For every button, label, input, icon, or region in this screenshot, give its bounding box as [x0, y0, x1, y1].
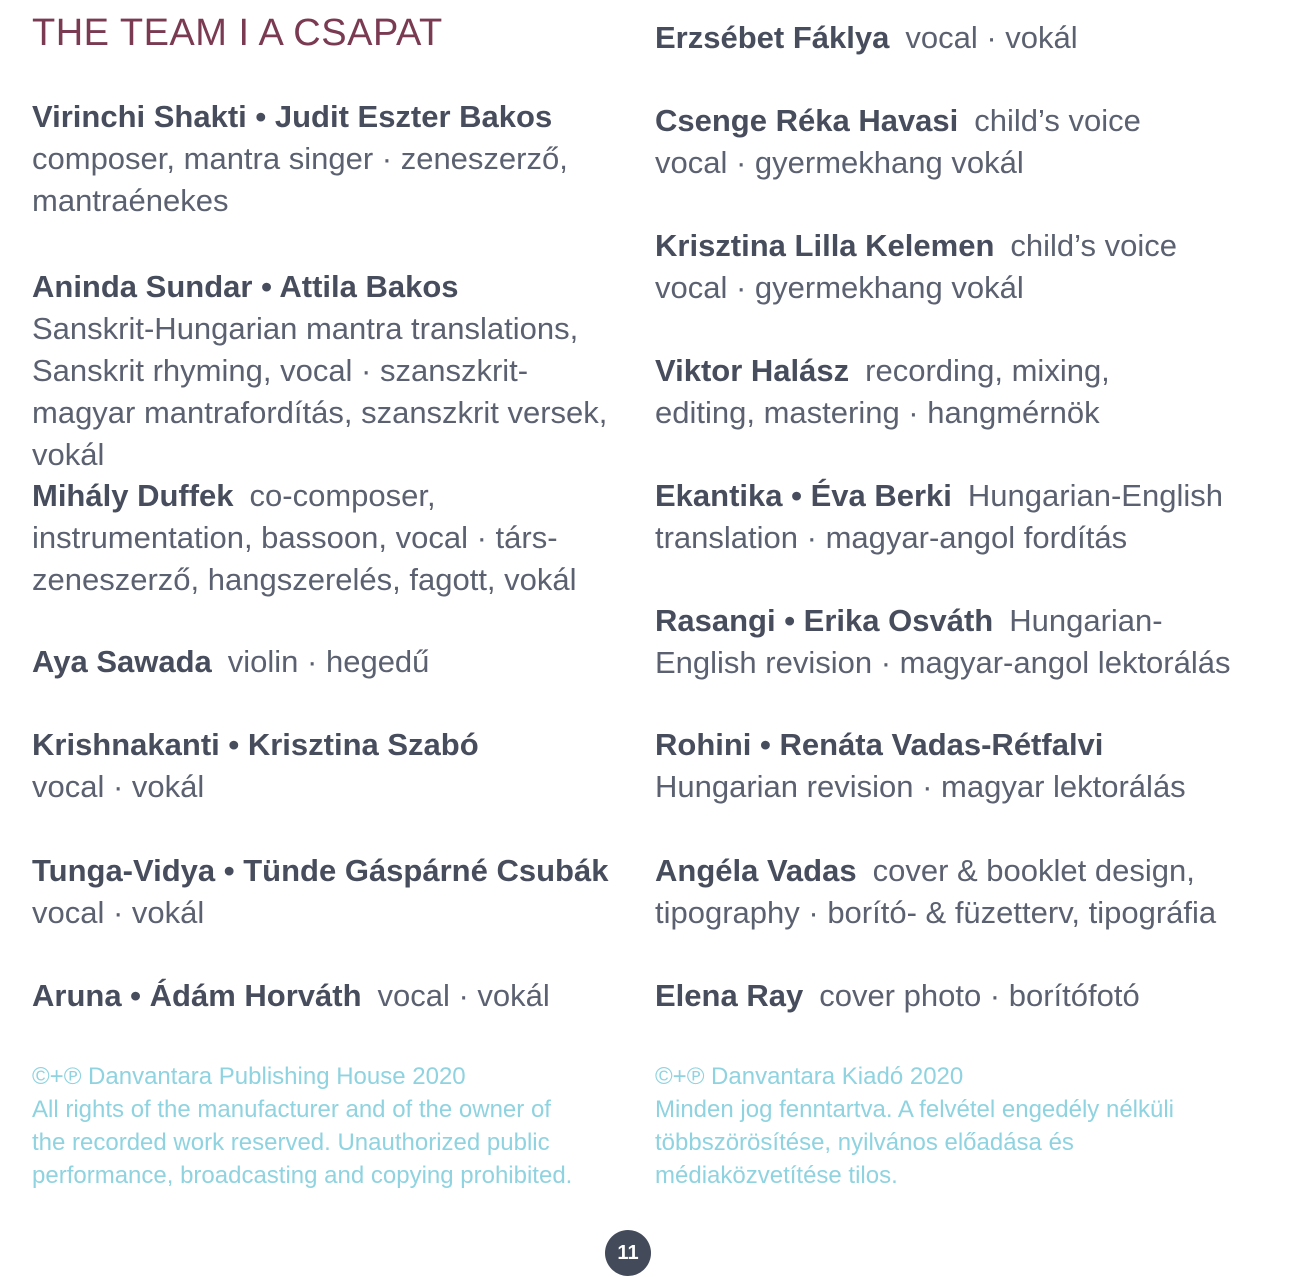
credit-name: Csenge Réka Havasi	[655, 103, 959, 138]
credit-role: Hungarian-	[1009, 603, 1163, 638]
credit-name: Aruna • Ádám Horváth	[32, 978, 362, 1013]
credit-name: Rohini • Renáta Vadas-Rétfalvi	[655, 727, 1104, 762]
credit-entry	[32, 850, 622, 934]
credit-entry	[32, 96, 622, 222]
credit-role: violin · hegedű	[227, 644, 430, 679]
credit-entry	[32, 975, 622, 1017]
credit-role: vocal · gyermekhang vokál	[655, 145, 1024, 180]
credit-entry	[655, 850, 1275, 934]
credit-entry	[655, 475, 1275, 559]
credit-role: translation · magyar-angol fordítás	[655, 520, 1128, 555]
credit-entry	[655, 724, 1275, 808]
credit-role: Hungarian-English	[967, 478, 1223, 513]
credit-role: co-composer,	[249, 478, 436, 513]
credit-role: instrumentation, bassoon, vocal · társ-zeneszerző, hangszerelés, fagott, vokál	[32, 520, 577, 597]
page-title: THE TEAM I A CSAPAT	[32, 12, 443, 54]
credit-role: cover photo · borítófotó	[819, 978, 1140, 1013]
credit-name: Viktor Halász	[655, 353, 850, 388]
credit-name: Angéla Vadas	[655, 853, 857, 888]
credit-entry	[655, 350, 1275, 434]
page-number-badge: 11	[605, 1230, 651, 1276]
credit-role: vocal · vokál	[32, 895, 205, 930]
credit-name: Ekantika • Éva Berki	[655, 478, 952, 513]
credit-name: Aya Sawada	[32, 644, 212, 679]
credit-role: vocal · vokál	[905, 20, 1078, 55]
credit-entry	[32, 266, 622, 476]
credit-role: English revision · magyar-angol lektorálás	[655, 645, 1231, 680]
credit-name: Krisztina Lilla Kelemen	[655, 228, 995, 263]
credit-name: Aninda Sundar • Attila Bakos	[32, 269, 459, 304]
credit-name: Krishnakanti • Krisztina Szabó	[32, 727, 479, 762]
credit-role: editing, mastering · hangmérnök	[655, 395, 1100, 430]
credit-role: tipography · borító- & füzetterv, tipográfia	[655, 895, 1217, 930]
credit-role: child’s voice	[974, 103, 1141, 138]
credit-entry	[32, 641, 622, 683]
credit-name: Mihály Duffek	[32, 478, 234, 513]
credit-role: composer, mantra singer · zeneszerző, mantraénekes	[32, 141, 568, 218]
credit-entry	[655, 225, 1275, 309]
credit-entry	[32, 724, 622, 808]
credit-name: Tunga-Vidya • Tünde Gáspárné Csubák	[32, 853, 609, 888]
credit-role: child’s voice	[1010, 228, 1177, 263]
credit-role: Sanskrit-Hungarian mantra translations, Sanskrit rhyming, vocal · szanszkrit-magyar mantrafordítás, szanszkrit versek, vokál	[32, 311, 608, 472]
copyright-notice-hu: ©+℗ Danvantara Kiadó 2020 Minden jog fenntartva. A felvétel engedély nélküli többszörösítése, nyilvános előadása és médiaközvetítése tilos.	[655, 1063, 1175, 1189]
credit-role: Hungarian revision · magyar lektorálás	[655, 769, 1186, 804]
credit-role: cover & booklet design,	[872, 853, 1195, 888]
credit-name: Erzsébet Fáklya	[655, 20, 890, 55]
credit-name: Elena Ray	[655, 978, 804, 1013]
copyright-notice-en: ©+℗ Danvantara Publishing House 2020 All rights of the manufacturer and of the owner of the recorded work reserved. Unauthorized public performance, broadcasting and copying prohibited.	[32, 1063, 573, 1189]
credit-entry	[32, 475, 592, 601]
credit-role: vocal · vokál	[377, 978, 550, 1013]
credit-entry	[655, 100, 1275, 184]
credit-entry	[655, 17, 1275, 59]
credit-role: recording, mixing,	[865, 353, 1110, 388]
credit-role: vocal · gyermekhang vokál	[655, 270, 1024, 305]
credit-name: Rasangi • Erika Osváth	[655, 603, 994, 638]
credit-entry	[655, 975, 1275, 1017]
credit-role: vocal · vokál	[32, 769, 205, 804]
credit-name: Virinchi Shakti • Judit Eszter Bakos	[32, 99, 553, 134]
credit-entry	[655, 600, 1275, 684]
